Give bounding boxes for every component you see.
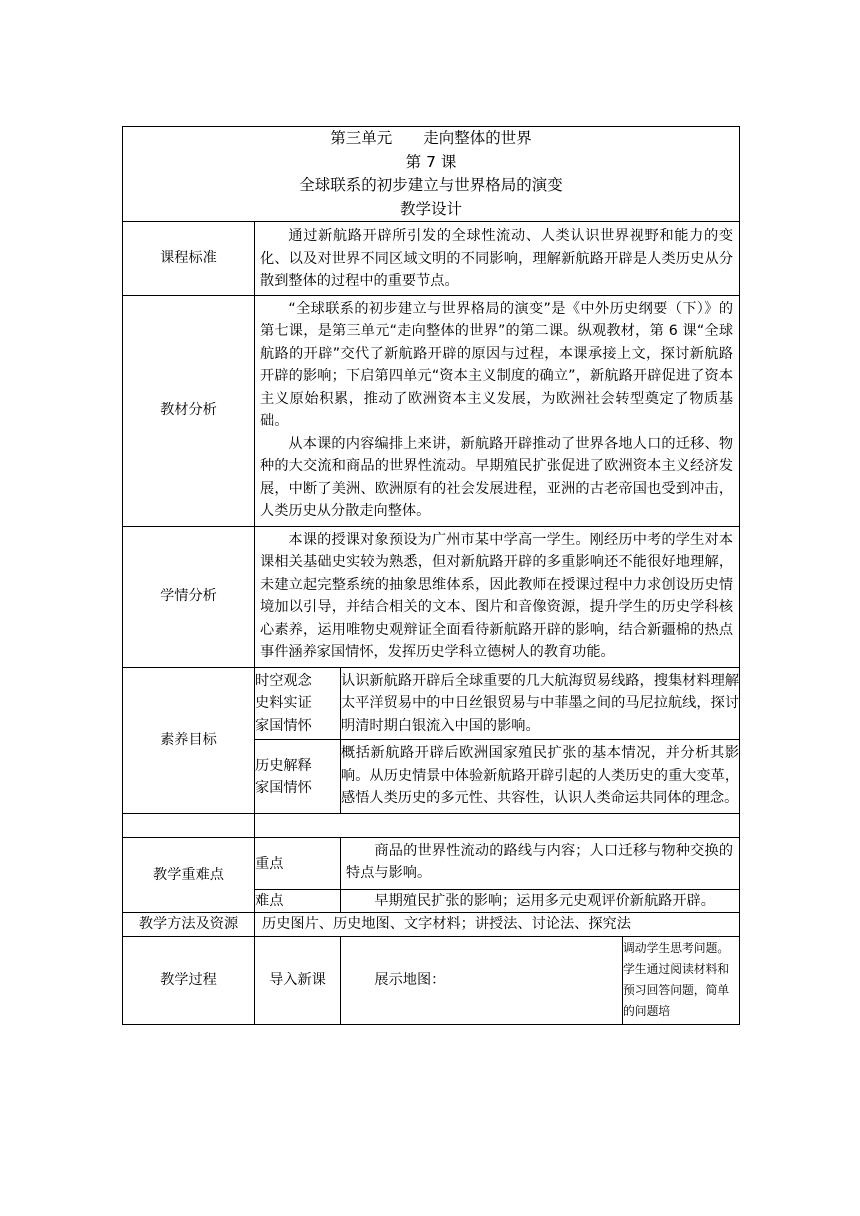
literacy-goal-text: 概括新航路开辟后欧洲国家殖民扩张的基本情况，并分析其影响。从历史情景中体验新航路开辟引起的人类历史的重大变革，感悟人类历史的多元性、共容性，认识人类命运共同体的理念。 — [341, 740, 740, 814]
curriculum-standard-row — [123, 222, 740, 296]
student-analysis-text: 本课的授课对象预设为广州市某中学高一学生。刚经历中考的学生对本课相关基础史实较为熟悉，但对新航路开辟的多重影响还不能很好地理解，未建立起完整系统的抽象思维体系，因此教师在授课过程中力求创设历史情境加以引导，并结合相关的文本、图片和音像资源，提升学生的历史学科核心素养，运用唯物史观辩证全面看待新航路开辟的影响，结合新疆棉的热点事件涵养家国情怀，发挥历史学科立德树人的教育功能。 — [260, 531, 734, 660]
unit-title: 第三单元 走向整体的世界 — [330, 129, 532, 147]
textbook-analysis-label: 教材分析 — [123, 295, 255, 526]
methods-text: 历史图片、历史地图、文字材料；讲授法、讨论法、探究法 — [255, 913, 740, 937]
difficult-point-row — [255, 889, 740, 913]
key-points-label: 教学重难点 — [123, 837, 255, 913]
title-block — [123, 127, 740, 222]
difficult-label: 难点 — [255, 889, 341, 913]
skill-tag: 历史解释 — [255, 757, 312, 774]
document-subtitle: 教学设计 — [400, 199, 463, 218]
key-points-cell — [255, 837, 740, 913]
student-analysis-row — [123, 526, 740, 667]
literacy-skills — [255, 667, 341, 740]
process-notes: 调动学生思考问题。 学生通过阅读材料和预习回答问题，简单的问题培 — [623, 936, 740, 1024]
literacy-goals-table — [254, 667, 740, 814]
student-analysis-cell — [255, 526, 740, 667]
curriculum-standard-cell — [255, 222, 740, 296]
skill-tag: 时空观念 — [255, 672, 312, 689]
empty-cell — [123, 813, 255, 837]
literacy-goals-cell — [255, 667, 740, 813]
literacy-goals-row — [123, 667, 740, 813]
literacy-goals-label: 素养目标 — [123, 667, 255, 813]
key-point-text: 商品的世界性流动的路线与内容；人口迁移与物种交换的特点与影响。 — [346, 842, 734, 881]
methods-row — [123, 913, 740, 937]
key-points-row — [123, 837, 740, 913]
textbook-analysis-paragraph: “全球联系的初步建立与世界格局的演变”是《中外历史纲要（下）》的第七课，是第三单元“走向整体的世界”的第二课。纵观教材，第 6 课“全球航路的开辟”交代了新航路开辟的原因与过程，本课承接上文，探讨新航路开辟的影响；下启第四单元“资本主义制度的确立”，新航路开辟促进了资本主义原始积累，推动了欧洲资本主义发展，为欧洲社会转型奠定了物质基础。 — [260, 300, 734, 429]
key-points-table — [254, 837, 740, 914]
title-row — [123, 127, 740, 222]
process-cell — [255, 936, 740, 1024]
process-stage: 导入新课 — [255, 936, 341, 1024]
skill-tag: 家国情怀 — [255, 780, 312, 797]
empty-row — [123, 813, 740, 837]
process-label: 教学过程 — [123, 936, 255, 1024]
key-point-cell — [341, 837, 740, 889]
curriculum-standard-text: 通过新航路开辟所引发的全球性流动、人类认识世界视野和能力的变化、以及对世界不同区域文明的不同影响，理解新航路开辟是人类历史从分散到整体的过程中的重要节点。 — [260, 228, 734, 289]
curriculum-standard-label: 课程标准 — [123, 222, 255, 296]
textbook-analysis-row — [123, 295, 740, 526]
process-activity-text: 展示地图： — [374, 971, 446, 988]
skill-tag: 史料实证 — [255, 695, 312, 711]
skill-tag: 家国情怀 — [255, 717, 312, 734]
lesson-number: 第 7 课 — [405, 152, 457, 171]
process-activity — [341, 936, 623, 1024]
lesson-plan-table — [122, 126, 740, 1025]
process-stage-row — [255, 936, 740, 1024]
methods-label: 教学方法及资源 — [123, 913, 255, 937]
student-analysis-label: 学情分析 — [123, 526, 255, 667]
literacy-goal-row — [255, 667, 740, 740]
textbook-analysis-cell — [255, 295, 740, 526]
difficult-point-cell — [341, 889, 740, 913]
empty-cell — [255, 813, 740, 837]
process-row — [123, 936, 740, 1024]
literacy-goal-row — [255, 740, 740, 814]
difficult-point-text: 早期殖民扩张的影响；运用多元史观评价新航路开辟。 — [374, 892, 715, 909]
process-table — [254, 936, 740, 1025]
textbook-analysis-paragraph: 从本课的内容编排上来讲，新航路开辟推动了世界各地人口的迁移、物种的大交流和商品的世界性流动。早期殖民扩张促进了欧洲资本主义经济发展，中断了美洲、欧洲原有的社会发展进程，亚洲的古老帝国也受到冲击，人类历史从分散走向整体。 — [260, 435, 734, 519]
key-point-row — [255, 837, 740, 889]
literacy-goal-text: 认识新航路开辟后全球重要的几大航海贸易线路，搜集材料理解太平洋贸易中的中日丝银贸易与中菲墨之间的马尼拉航线，探讨明清时期白银流入中国的影响。 — [341, 667, 740, 740]
literacy-skills — [255, 740, 341, 814]
key-label: 重点 — [255, 837, 341, 889]
lesson-title: 全球联系的初步建立与世界格局的演变 — [299, 176, 563, 194]
